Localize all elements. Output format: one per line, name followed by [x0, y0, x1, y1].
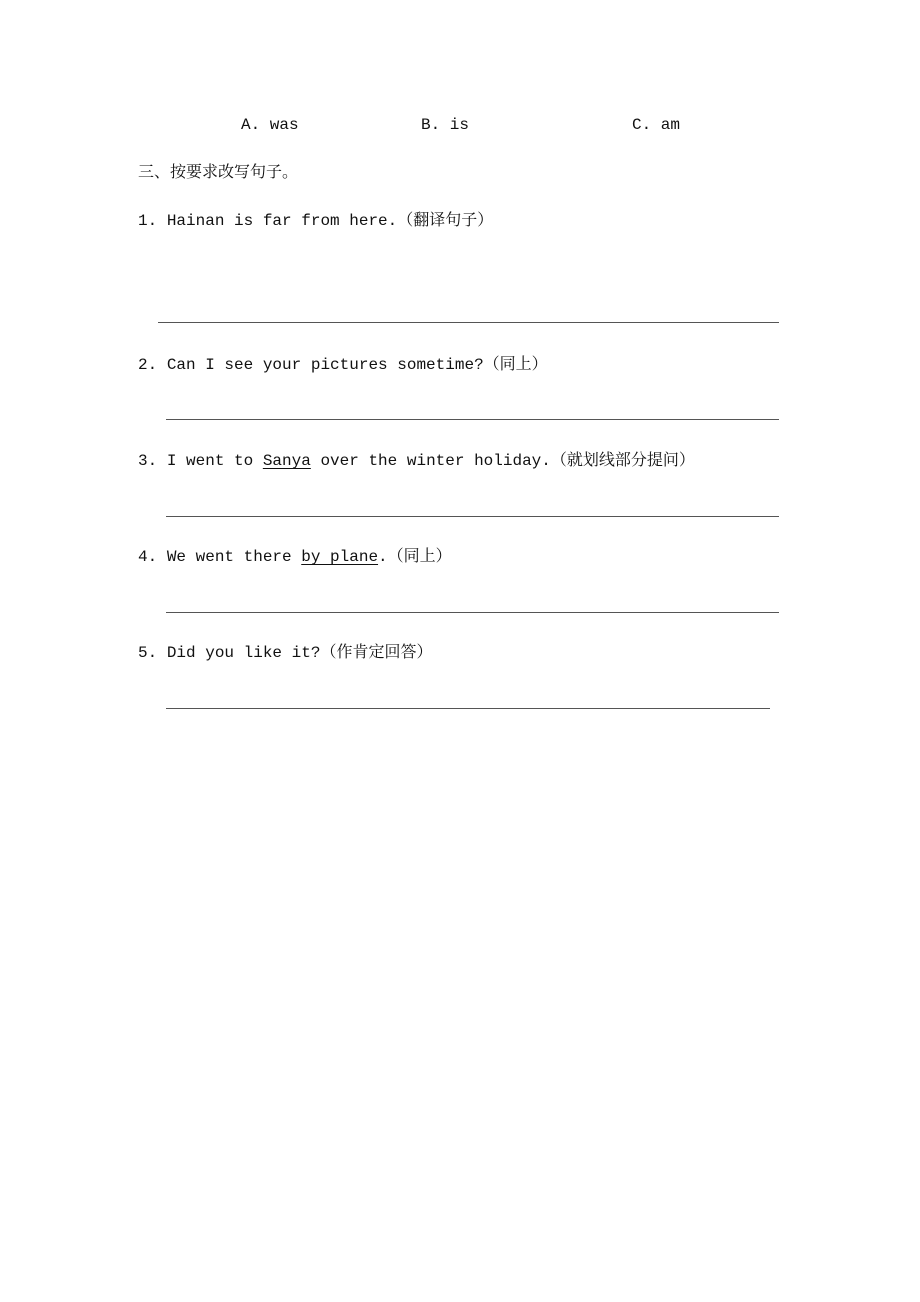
question-instruction: （同上）	[387, 548, 452, 566]
question-text: Hainan is far from here.	[166, 212, 398, 230]
question-instruction: （作肯定回答）	[320, 644, 433, 662]
question-instruction: （就划线部分提问）	[550, 452, 695, 470]
question-number: 1.	[138, 212, 158, 230]
question-instruction: （翻译句子）	[397, 212, 494, 230]
question-4	[138, 547, 452, 567]
underlined-part: Sanya	[262, 452, 311, 470]
question-text-post: over the winter holiday.	[310, 452, 551, 470]
question-instruction: （同上）	[483, 356, 548, 374]
option-c: C. am	[632, 116, 681, 134]
question-number: 5.	[138, 644, 158, 662]
question-number: 4.	[138, 548, 158, 566]
section-title: 三、按要求改写句子。	[138, 164, 299, 182]
answer-line-5[interactable]	[166, 708, 770, 709]
answer-line-1[interactable]	[158, 322, 779, 323]
question-1	[138, 211, 493, 231]
question-text: Did you like it?	[166, 644, 321, 662]
question-text-pre: We went there	[166, 548, 302, 566]
option-b: B. is	[421, 116, 470, 134]
underlined-part: by plane	[301, 548, 379, 566]
question-text-pre: I went to	[166, 452, 263, 470]
question-number: 2.	[138, 356, 158, 374]
answer-line-3[interactable]	[166, 516, 779, 517]
answer-line-2[interactable]	[166, 419, 779, 420]
question-number: 3.	[138, 452, 158, 470]
option-a: A. was	[241, 116, 299, 134]
question-3	[138, 451, 695, 471]
question-text-post: .	[378, 548, 388, 566]
question-2	[138, 355, 548, 375]
answer-line-4[interactable]	[166, 612, 779, 613]
question-text: Can I see your pictures sometime?	[166, 356, 484, 374]
question-5	[138, 643, 432, 663]
